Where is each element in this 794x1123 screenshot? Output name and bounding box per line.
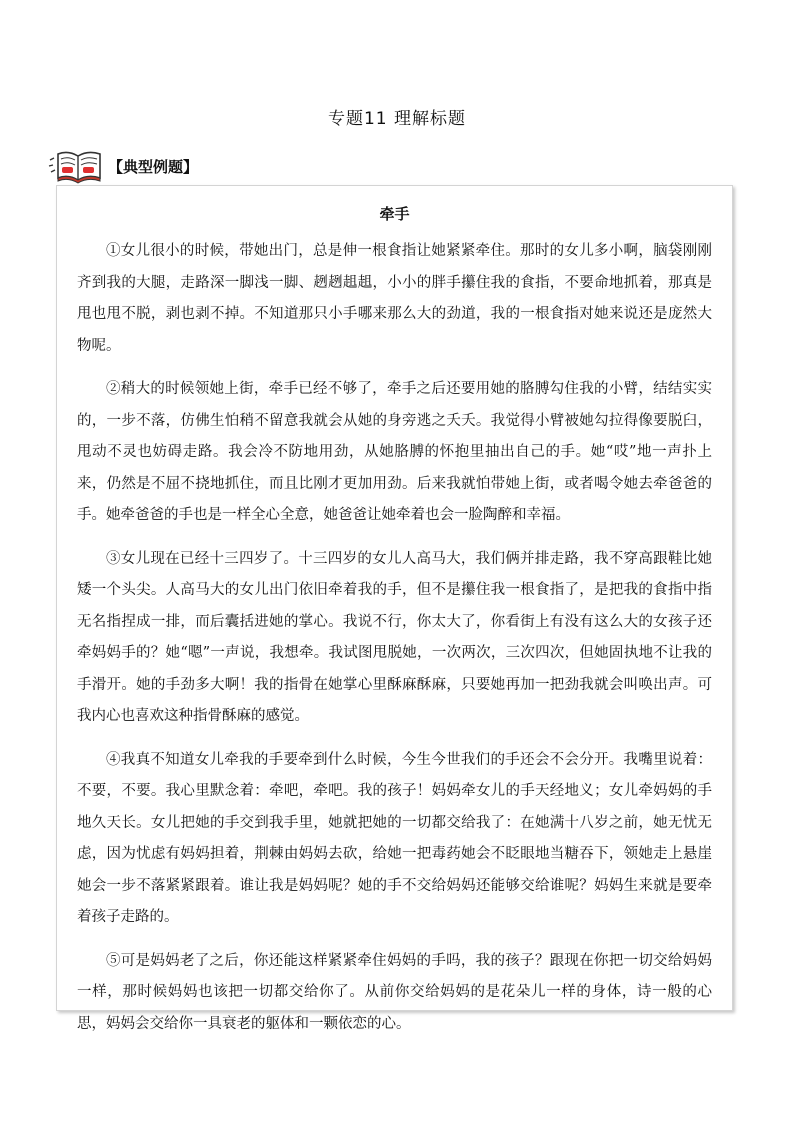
page-title: 专题11 理解标题 <box>327 109 467 129</box>
section-label: 【典型例题】 <box>108 157 199 176</box>
passage-title: 牵手 <box>379 205 410 223</box>
open-book-icon <box>48 148 106 184</box>
paragraph-3: ③女儿现在已经十三四岁了。十三四岁的女儿人高马大，我们俩并排走路，我不穿高跟鞋比她矮一个头尖。人高马大的女儿出门依旧牵着我的手，但不是攥住我一根食指了，是把我的食指中指无名指捏成一排，而后囊括进她的掌心。我说不行，你太大了，你看街上有没有这么大的女孩子还牵妈妈手的？她“嗯”一声说，我想牵。我试图甩脱她，一次两次，三次四次，但她固执地不让我的手滑开。她的手劲多大啊！我的指骨在她掌心里酥麻酥麻，只要她再加一把劲我就会叫唤出声。可我内心也喜欢这种指骨酥麻的感觉。 <box>77 550 712 724</box>
paragraph-2: ②稍大的时候领她上街，牵手已经不够了，牵手之后还要用她的胳膊勾住我的小臂，结结实实的，一步不落，仿佛生怕稍不留意我就会从她的身旁逃之夭夭。我觉得小臂被她勾拉得像要脱臼，甩动不灵也妨碍走路。我会冷不防地用劲，从她胳膊的怀抱里抽出自己的手。她“哎”地一声扑上来，仍然是不屈不挠地抓住，而且比刚才更加用劲。后来我就怕带她上街，或者喝令她去牵爸爸的手。她牵爸爸的手也是一样全心全意，她爸爸让她牵着也会一脸陶醉和幸福。 <box>77 381 712 523</box>
paragraph-4: ④我真不知道女儿牵我的手要牵到什么时候，今生今世我们的手还会不会分开。我嘴里说着：不要，不要。我心里默念着：牵吧，牵吧。我的孩子！妈妈牵女儿的手天经地义；女儿牵妈妈的手地久天长。女儿把她的手交到我手里，她就把她的一切都交给我了：在她满十八岁之前，她无忧无虑，因为忧虑有妈妈担着，荆棘由妈妈去砍，给她一把毒药她会不眨眼地当糖吞下，领她走上悬崖她会一步不落紧紧跟着。谁让我是妈妈呢？她的手不交给妈妈还能够交给谁呢？妈妈生来就是要牵着孩子走路的。 <box>77 751 712 925</box>
paragraph-5: ⑤可是妈妈老了之后，你还能这样紧紧牵住妈妈的手吗，我的孩子？跟现在你把一切交给妈妈一样，那时候妈妈也该把一切都交给你了。从前你交给妈妈的是花朵儿一样的身体，诗一般的心思，妈妈会交给你一具衰老的躯体和一颗依恋的心。 <box>77 952 712 1032</box>
section-header <box>48 148 198 184</box>
paragraph-1: ①女儿很小的时候，带她出门，总是伸一根食指让她紧紧牵住。那时的女儿多小啊，脑袋刚刚齐到我的大腿，走路深一脚浅一脚、趔趔趄趄，小小的胖手攥住我的食指，不要命地抓着，那真是甩也甩不脱，剥也剥不掉。不知道那只小手哪来那么大的劲道，我的一根食指对她来说还是庞然大物呢。 <box>77 243 712 354</box>
passage-box <box>56 185 733 1032</box>
